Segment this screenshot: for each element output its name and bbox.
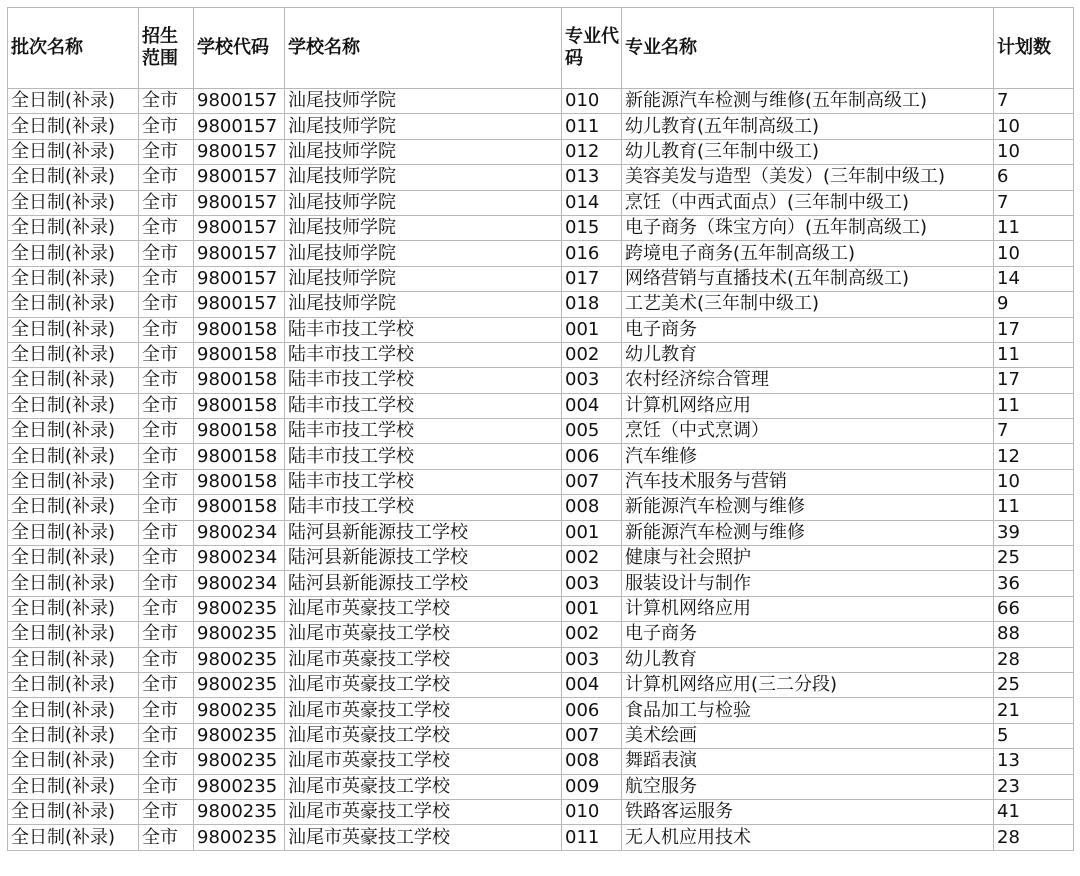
batch-name-cell: 全日制(补录) [8, 672, 139, 697]
major-code-cell: 007 [562, 469, 622, 494]
major-code-cell: 014 [562, 190, 622, 215]
enrollment-scope-cell: 全市 [139, 215, 194, 240]
major-name-cell: 航空服务 [622, 774, 994, 799]
school-code-cell: 9800157 [194, 89, 285, 114]
major-name-cell: 汽车维修 [622, 444, 994, 469]
school-code-cell: 9800234 [194, 546, 285, 571]
batch-name-cell: 全日制(补录) [8, 393, 139, 418]
school-code-cell: 9800158 [194, 469, 285, 494]
plan-count-cell: 7 [994, 190, 1074, 215]
school-code-cell: 9800235 [194, 596, 285, 621]
major-code-cell: 001 [562, 520, 622, 545]
header-batch-name: 批次名称 [8, 8, 139, 89]
enrollment-scope-cell: 全市 [139, 165, 194, 190]
school-name-cell: 汕尾技师学院 [285, 190, 562, 215]
major-code-cell: 007 [562, 723, 622, 748]
plan-count-cell: 88 [994, 622, 1074, 647]
school-name-cell: 汕尾市英豪技工学校 [285, 825, 562, 850]
header-plan-count: 计划数 [994, 8, 1074, 89]
school-code-cell: 9800157 [194, 241, 285, 266]
school-name-cell: 陆河县新能源技工学校 [285, 571, 562, 596]
major-code-cell: 009 [562, 774, 622, 799]
major-code-cell: 005 [562, 419, 622, 444]
major-code-cell: 013 [562, 165, 622, 190]
school-name-cell: 汕尾技师学院 [285, 89, 562, 114]
plan-count-cell: 10 [994, 139, 1074, 164]
plan-count-cell: 7 [994, 89, 1074, 114]
major-code-cell: 002 [562, 546, 622, 571]
school-code-cell: 9800235 [194, 672, 285, 697]
enrollment-scope-cell: 全市 [139, 799, 194, 824]
major-name-cell: 幼儿教育(五年制高级工) [622, 114, 994, 139]
enrollment-scope-cell: 全市 [139, 520, 194, 545]
enrollment-scope-cell: 全市 [139, 393, 194, 418]
major-code-cell: 004 [562, 672, 622, 697]
enrollment-scope-cell: 全市 [139, 368, 194, 393]
school-code-cell: 9800235 [194, 698, 285, 723]
major-code-cell: 010 [562, 89, 622, 114]
table-row [8, 241, 1074, 266]
school-code-cell: 9800158 [194, 393, 285, 418]
table-row [8, 266, 1074, 291]
enrollment-scope-cell: 全市 [139, 825, 194, 850]
enrollment-scope-cell: 全市 [139, 190, 194, 215]
major-name-cell: 食品加工与检验 [622, 698, 994, 723]
plan-count-cell: 11 [994, 215, 1074, 240]
table-row [8, 647, 1074, 672]
enrollment-scope-cell: 全市 [139, 774, 194, 799]
major-name-cell: 舞蹈表演 [622, 749, 994, 774]
school-name-cell: 汕尾技师学院 [285, 114, 562, 139]
plan-count-cell: 5 [994, 723, 1074, 748]
plan-count-cell: 25 [994, 546, 1074, 571]
batch-name-cell: 全日制(补录) [8, 342, 139, 367]
major-code-cell: 018 [562, 292, 622, 317]
school-name-cell: 汕尾市英豪技工学校 [285, 799, 562, 824]
plan-count-cell: 11 [994, 495, 1074, 520]
table-row [8, 419, 1074, 444]
enrollment-scope-cell: 全市 [139, 647, 194, 672]
batch-name-cell: 全日制(补录) [8, 774, 139, 799]
batch-name-cell: 全日制(补录) [8, 114, 139, 139]
major-name-cell: 无人机应用技术 [622, 825, 994, 850]
header-major-code-label: 专业代码 [565, 26, 619, 69]
batch-name-cell: 全日制(补录) [8, 825, 139, 850]
table-row [8, 215, 1074, 240]
school-name-cell: 汕尾技师学院 [285, 266, 562, 291]
school-name-cell: 汕尾市英豪技工学校 [285, 596, 562, 621]
table-row [8, 292, 1074, 317]
school-name-cell: 陆丰市技工学校 [285, 469, 562, 494]
school-code-cell: 9800157 [194, 266, 285, 291]
table-row [8, 546, 1074, 571]
plan-count-cell: 36 [994, 571, 1074, 596]
enrollment-scope-cell: 全市 [139, 114, 194, 139]
batch-name-cell: 全日制(补录) [8, 419, 139, 444]
table-row [8, 622, 1074, 647]
plan-count-cell: 9 [994, 292, 1074, 317]
school-name-cell: 陆河县新能源技工学校 [285, 546, 562, 571]
batch-name-cell: 全日制(补录) [8, 723, 139, 748]
major-code-cell: 011 [562, 825, 622, 850]
plan-count-cell: 10 [994, 241, 1074, 266]
enrollment-scope-cell: 全市 [139, 698, 194, 723]
table-row [8, 825, 1074, 850]
table-row [8, 571, 1074, 596]
batch-name-cell: 全日制(补录) [8, 698, 139, 723]
major-name-cell: 农村经济综合管理 [622, 368, 994, 393]
major-name-cell: 电子商务 [622, 317, 994, 342]
school-name-cell: 汕尾市英豪技工学校 [285, 672, 562, 697]
plan-count-cell: 21 [994, 698, 1074, 723]
batch-name-cell: 全日制(补录) [8, 165, 139, 190]
plan-count-cell: 12 [994, 444, 1074, 469]
batch-name-cell: 全日制(补录) [8, 749, 139, 774]
enrollment-scope-cell: 全市 [139, 546, 194, 571]
major-name-cell: 计算机网络应用 [622, 596, 994, 621]
major-name-cell: 工艺美术(三年制中级工) [622, 292, 994, 317]
plan-count-cell: 39 [994, 520, 1074, 545]
major-code-cell: 006 [562, 444, 622, 469]
table-body [8, 89, 1074, 851]
school-code-cell: 9800235 [194, 799, 285, 824]
major-name-cell: 跨境电子商务(五年制高级工) [622, 241, 994, 266]
plan-count-cell: 28 [994, 647, 1074, 672]
major-name-cell: 幼儿教育(三年制中级工) [622, 139, 994, 164]
batch-name-cell: 全日制(补录) [8, 215, 139, 240]
enrollment-scope-cell: 全市 [139, 571, 194, 596]
major-name-cell: 汽车技术服务与营销 [622, 469, 994, 494]
plan-count-cell: 66 [994, 596, 1074, 621]
school-name-cell: 陆丰市技工学校 [285, 342, 562, 367]
major-code-cell: 008 [562, 495, 622, 520]
batch-name-cell: 全日制(补录) [8, 89, 139, 114]
table-row [8, 317, 1074, 342]
table-row [8, 723, 1074, 748]
plan-count-cell: 7 [994, 419, 1074, 444]
major-code-cell: 006 [562, 698, 622, 723]
table-row [8, 469, 1074, 494]
plan-count-cell: 11 [994, 393, 1074, 418]
plan-count-cell: 28 [994, 825, 1074, 850]
major-name-cell: 健康与社会照护 [622, 546, 994, 571]
major-code-cell: 004 [562, 393, 622, 418]
major-name-cell: 烹饪（中西式面点）(三年制中级工) [622, 190, 994, 215]
school-name-cell: 陆河县新能源技工学校 [285, 520, 562, 545]
school-code-cell: 9800157 [194, 114, 285, 139]
enrollment-scope-cell: 全市 [139, 292, 194, 317]
batch-name-cell: 全日制(补录) [8, 368, 139, 393]
table-row [8, 495, 1074, 520]
plan-count-cell: 13 [994, 749, 1074, 774]
school-name-cell: 陆丰市技工学校 [285, 495, 562, 520]
school-code-cell: 9800157 [194, 139, 285, 164]
school-name-cell: 陆丰市技工学校 [285, 419, 562, 444]
plan-count-cell: 17 [994, 317, 1074, 342]
batch-name-cell: 全日制(补录) [8, 546, 139, 571]
school-code-cell: 9800158 [194, 419, 285, 444]
enrollment-scope-cell: 全市 [139, 241, 194, 266]
school-code-cell: 9800235 [194, 774, 285, 799]
school-code-cell: 9800235 [194, 723, 285, 748]
enrollment-scope-cell: 全市 [139, 469, 194, 494]
major-name-cell: 美容美发与造型（美发）(三年制中级工) [622, 165, 994, 190]
school-code-cell: 9800158 [194, 317, 285, 342]
major-code-cell: 003 [562, 647, 622, 672]
major-code-cell: 002 [562, 622, 622, 647]
header-major-name: 专业名称 [622, 8, 994, 89]
table-row [8, 749, 1074, 774]
batch-name-cell: 全日制(补录) [8, 317, 139, 342]
major-code-cell: 012 [562, 139, 622, 164]
school-name-cell: 汕尾市英豪技工学校 [285, 749, 562, 774]
school-name-cell: 汕尾技师学院 [285, 241, 562, 266]
school-code-cell: 9800158 [194, 342, 285, 367]
batch-name-cell: 全日制(补录) [8, 241, 139, 266]
school-code-cell: 9800158 [194, 368, 285, 393]
table-row [8, 596, 1074, 621]
school-code-cell: 9800157 [194, 292, 285, 317]
plan-count-cell: 17 [994, 368, 1074, 393]
header-school-code: 学校代码 [194, 8, 285, 89]
school-name-cell: 汕尾市英豪技工学校 [285, 723, 562, 748]
school-code-cell: 9800235 [194, 749, 285, 774]
plan-count-cell: 6 [994, 165, 1074, 190]
major-code-cell: 011 [562, 114, 622, 139]
school-name-cell: 陆丰市技工学校 [285, 444, 562, 469]
enrollment-scope-cell: 全市 [139, 672, 194, 697]
school-name-cell: 汕尾市英豪技工学校 [285, 698, 562, 723]
batch-name-cell: 全日制(补录) [8, 469, 139, 494]
batch-name-cell: 全日制(补录) [8, 444, 139, 469]
enrollment-scope-cell: 全市 [139, 419, 194, 444]
header-enrollment-scope [139, 8, 194, 89]
batch-name-cell: 全日制(补录) [8, 190, 139, 215]
header-row [8, 8, 1074, 89]
table-row [8, 89, 1074, 114]
school-name-cell: 汕尾技师学院 [285, 165, 562, 190]
major-name-cell: 美术绘画 [622, 723, 994, 748]
table-row [8, 444, 1074, 469]
major-name-cell: 电子商务（珠宝方向）(五年制高级工) [622, 215, 994, 240]
major-code-cell: 008 [562, 749, 622, 774]
table-row [8, 672, 1074, 697]
plan-count-cell: 10 [994, 469, 1074, 494]
table-row [8, 114, 1074, 139]
major-name-cell: 服装设计与制作 [622, 571, 994, 596]
table-row [8, 190, 1074, 215]
plan-count-cell: 10 [994, 114, 1074, 139]
major-name-cell: 网络营销与直播技术(五年制高级工) [622, 266, 994, 291]
plan-count-cell: 41 [994, 799, 1074, 824]
batch-name-cell: 全日制(补录) [8, 139, 139, 164]
table-row [8, 342, 1074, 367]
school-name-cell: 汕尾技师学院 [285, 292, 562, 317]
major-code-cell: 010 [562, 799, 622, 824]
major-name-cell: 计算机网络应用 [622, 393, 994, 418]
major-name-cell: 新能源汽车检测与维修 [622, 520, 994, 545]
batch-name-cell: 全日制(补录) [8, 622, 139, 647]
school-name-cell: 陆丰市技工学校 [285, 368, 562, 393]
batch-name-cell: 全日制(补录) [8, 495, 139, 520]
enrollment-scope-cell: 全市 [139, 139, 194, 164]
table-row [8, 799, 1074, 824]
school-code-cell: 9800157 [194, 215, 285, 240]
table-row [8, 165, 1074, 190]
major-code-cell: 003 [562, 368, 622, 393]
major-code-cell: 002 [562, 342, 622, 367]
batch-name-cell: 全日制(补录) [8, 571, 139, 596]
major-name-cell: 铁路客运服务 [622, 799, 994, 824]
major-code-cell: 015 [562, 215, 622, 240]
enrollment-scope-cell: 全市 [139, 622, 194, 647]
batch-name-cell: 全日制(补录) [8, 292, 139, 317]
plan-count-cell: 25 [994, 672, 1074, 697]
major-name-cell: 电子商务 [622, 622, 994, 647]
major-code-cell: 016 [562, 241, 622, 266]
school-name-cell: 陆丰市技工学校 [285, 393, 562, 418]
enrollment-plan-table [7, 7, 1074, 851]
header-enrollment-scope-label: 招生范围 [142, 26, 178, 69]
major-name-cell: 新能源汽车检测与维修(五年制高级工) [622, 89, 994, 114]
major-name-cell: 幼儿教育 [622, 647, 994, 672]
enrollment-scope-cell: 全市 [139, 317, 194, 342]
table-row [8, 774, 1074, 799]
school-name-cell: 汕尾市英豪技工学校 [285, 647, 562, 672]
school-code-cell: 9800234 [194, 520, 285, 545]
enrollment-scope-cell: 全市 [139, 749, 194, 774]
school-name-cell: 汕尾技师学院 [285, 215, 562, 240]
school-code-cell: 9800158 [194, 495, 285, 520]
school-code-cell: 9800157 [194, 165, 285, 190]
major-name-cell: 烹饪（中式烹调） [622, 419, 994, 444]
table-row [8, 139, 1074, 164]
table-row [8, 698, 1074, 723]
batch-name-cell: 全日制(补录) [8, 520, 139, 545]
school-name-cell: 陆丰市技工学校 [285, 317, 562, 342]
plan-count-cell: 23 [994, 774, 1074, 799]
major-code-cell: 001 [562, 317, 622, 342]
school-name-cell: 汕尾市英豪技工学校 [285, 622, 562, 647]
school-code-cell: 9800235 [194, 622, 285, 647]
school-code-cell: 9800234 [194, 571, 285, 596]
enrollment-scope-cell: 全市 [139, 342, 194, 367]
batch-name-cell: 全日制(补录) [8, 799, 139, 824]
school-code-cell: 9800157 [194, 190, 285, 215]
batch-name-cell: 全日制(补录) [8, 596, 139, 621]
batch-name-cell: 全日制(补录) [8, 647, 139, 672]
school-code-cell: 9800235 [194, 825, 285, 850]
school-code-cell: 9800158 [194, 444, 285, 469]
enrollment-scope-cell: 全市 [139, 266, 194, 291]
header-school-name: 学校名称 [285, 8, 562, 89]
enrollment-scope-cell: 全市 [139, 596, 194, 621]
major-code-cell: 017 [562, 266, 622, 291]
batch-name-cell: 全日制(补录) [8, 266, 139, 291]
table-row [8, 393, 1074, 418]
major-code-cell: 003 [562, 571, 622, 596]
major-name-cell: 计算机网络应用(三二分段) [622, 672, 994, 697]
enrollment-scope-cell: 全市 [139, 89, 194, 114]
plan-count-cell: 14 [994, 266, 1074, 291]
enrollment-scope-cell: 全市 [139, 723, 194, 748]
school-name-cell: 汕尾技师学院 [285, 139, 562, 164]
school-name-cell: 汕尾市英豪技工学校 [285, 774, 562, 799]
school-code-cell: 9800235 [194, 647, 285, 672]
major-name-cell: 新能源汽车检测与维修 [622, 495, 994, 520]
table-row [8, 520, 1074, 545]
enrollment-scope-cell: 全市 [139, 444, 194, 469]
header-major-code [562, 8, 622, 89]
enrollment-scope-cell: 全市 [139, 495, 194, 520]
table-row [8, 368, 1074, 393]
plan-count-cell: 11 [994, 342, 1074, 367]
major-code-cell: 001 [562, 596, 622, 621]
major-name-cell: 幼儿教育 [622, 342, 994, 367]
